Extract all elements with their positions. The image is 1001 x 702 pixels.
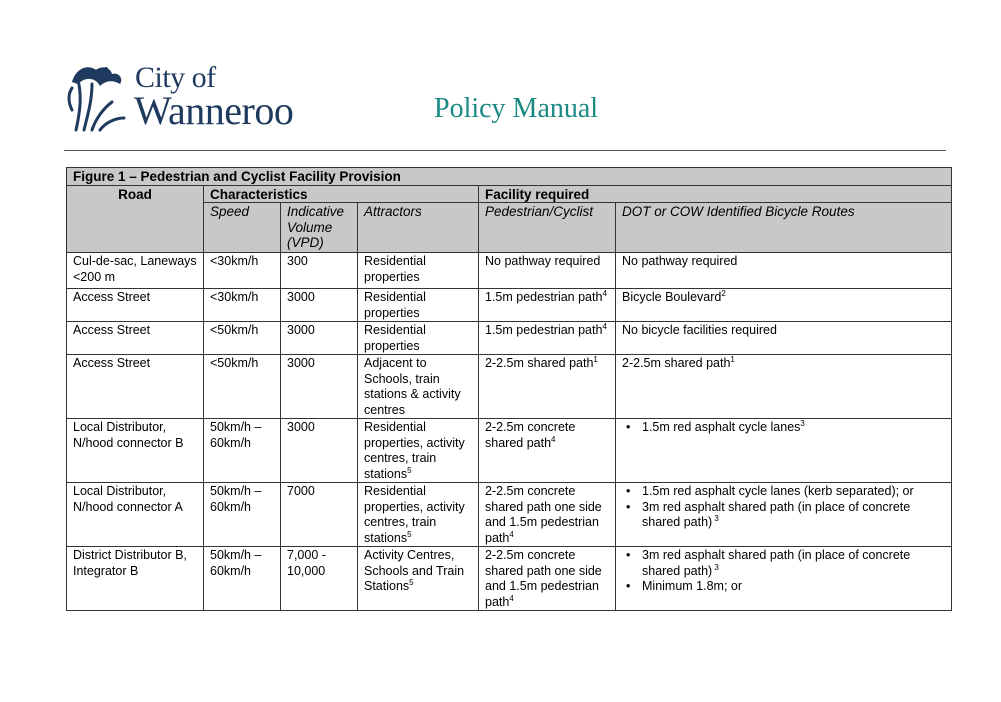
list-item <box>622 500 945 531</box>
footnote-ref: 3 <box>800 418 805 428</box>
cell-text: 1.5m pedestrian path <box>485 290 603 304</box>
list-item <box>622 579 945 595</box>
list-item <box>622 484 945 500</box>
cell-pedestrian <box>479 419 616 483</box>
cell-volume: 300 <box>281 253 358 289</box>
wanneroo-flower-icon <box>66 64 130 132</box>
cell-text: 2-2.5m shared path <box>485 356 594 370</box>
cell-volume: 3000 <box>281 289 358 322</box>
cell-speed: <50km/h <box>204 322 281 355</box>
cell-road: Access Street <box>67 322 204 355</box>
cell-pedestrian <box>479 322 616 355</box>
list-item-text: Minimum 1.8m; or <box>642 579 743 593</box>
cell-routes <box>616 547 952 611</box>
cell-pedestrian: No pathway required <box>479 253 616 289</box>
cell-text: 2-2.5m concrete shared path one side and 1.5m pedestrian path <box>485 548 602 609</box>
cell-road: Access Street <box>67 355 204 419</box>
cell-routes <box>616 419 952 483</box>
table-row <box>67 419 952 483</box>
bullet-list <box>622 548 945 595</box>
cell-road: Access Street <box>67 289 204 322</box>
cell-attractors <box>358 483 479 547</box>
cell-pedestrian <box>479 355 616 419</box>
cell-attractors: Adjacent to Schools, train stations & activity centres <box>358 355 479 419</box>
cell-text: 2-2.5m concrete shared path one side and 1.5m pedestrian path <box>485 484 602 545</box>
cell-volume: 7000 <box>281 483 358 547</box>
cell-volume: 3000 <box>281 419 358 483</box>
cell-speed: 50km/h – 60km/h <box>204 419 281 483</box>
list-item-text: 1.5m red asphalt cycle lanes <box>642 420 801 434</box>
bullet-list <box>622 420 945 436</box>
cell-attractors <box>358 547 479 611</box>
footnote-ref: 3 <box>712 562 719 572</box>
cell-speed: 50km/h – 60km/h <box>204 483 281 547</box>
cell-pedestrian <box>479 483 616 547</box>
cell-text: Bicycle Boulevard <box>622 290 722 304</box>
footnote-ref: 4 <box>551 434 556 444</box>
cell-pedestrian <box>479 547 616 611</box>
cell-pedestrian <box>479 289 616 322</box>
cell-routes <box>616 289 952 322</box>
cell-speed: 50km/h – 60km/h <box>204 547 281 611</box>
cell-speed: <50km/h <box>204 355 281 419</box>
list-item <box>622 548 945 579</box>
table-row <box>67 253 952 289</box>
cell-road: District Distributor B, Integrator B <box>67 547 204 611</box>
cell-volume: 3000 <box>281 355 358 419</box>
footnote-ref: 1 <box>593 354 598 364</box>
group-header-row <box>67 185 952 203</box>
table-row <box>67 355 952 419</box>
header-pedestrian: Pedestrian/Cyclist <box>479 203 616 253</box>
cell-volume: 7,000 - 10,000 <box>281 547 358 611</box>
cell-volume: 3000 <box>281 322 358 355</box>
cell-text: 2-2.5m concrete shared path <box>485 420 576 450</box>
list-item-text: 3m red asphalt shared path (in place of concrete shared path) <box>642 548 911 578</box>
table-row <box>67 547 952 611</box>
cell-attractors: Residential properties <box>358 253 479 289</box>
city-logo <box>66 62 316 134</box>
figure-title: Figure 1 – Pedestrian and Cyclist Facility Provision <box>67 168 952 186</box>
header-characteristics: Characteristics <box>204 185 479 203</box>
cell-routes <box>616 355 952 419</box>
list-item <box>622 420 945 436</box>
bullet-list <box>622 484 945 531</box>
list-item-text: 3m red asphalt shared path (in place of concrete shared path) <box>642 499 911 529</box>
table-row <box>67 322 952 355</box>
footnote-ref: 4 <box>509 593 514 603</box>
figure-title-row <box>67 168 952 186</box>
cell-text: 2-2.5m shared path <box>622 356 731 370</box>
header-routes: DOT or COW Identified Bicycle Routes <box>616 203 952 253</box>
header-facility: Facility required <box>479 185 952 203</box>
facility-table <box>66 167 952 611</box>
cell-speed: <30km/h <box>204 289 281 322</box>
cell-road: Local Distributor, N/hood connector A <box>67 483 204 547</box>
cell-text: Activity Centres, Schools and Train Stations <box>364 548 465 593</box>
cell-road: Cul-de-sac, Laneways <200 m <box>67 253 204 289</box>
footnote-ref: 4 <box>602 288 607 298</box>
cell-text: Residential properties, activity centres, train stations <box>364 484 465 545</box>
table-row <box>67 483 952 547</box>
cell-speed: <30km/h <box>204 253 281 289</box>
cell-attractors <box>358 419 479 483</box>
cell-text: Residential properties, activity centres, train stations <box>364 420 465 481</box>
logo-line-1: City of <box>135 61 216 94</box>
header-volume: Indicative Volume (VPD) <box>281 203 358 253</box>
cell-attractors: Residential properties <box>358 289 479 322</box>
cell-text: 1.5m pedestrian path <box>485 323 603 337</box>
footnote-ref: 4 <box>509 529 514 539</box>
list-item-text: 1.5m red asphalt cycle lanes (kerb separated); or <box>642 484 914 498</box>
footnote-ref: 1 <box>730 354 735 364</box>
table-row <box>67 289 952 322</box>
logo-line-2: Wanneroo <box>134 88 294 133</box>
header-speed: Speed <box>204 203 281 253</box>
page-title: Policy Manual <box>434 93 599 124</box>
cell-routes: No pathway required <box>616 253 952 289</box>
header-attractors: Attractors <box>358 203 479 253</box>
cell-routes: No bicycle facilities required <box>616 322 952 355</box>
footnote-ref: 5 <box>407 465 412 475</box>
header-road: Road <box>67 185 204 253</box>
cell-routes <box>616 483 952 547</box>
cell-road: Local Distributor, N/hood connector B <box>67 419 204 483</box>
header-divider <box>64 150 946 151</box>
footnote-ref: 2 <box>721 288 726 298</box>
footnote-ref: 5 <box>409 577 414 587</box>
footnote-ref: 4 <box>602 321 607 331</box>
cell-attractors: Residential properties <box>358 322 479 355</box>
footnote-ref: 3 <box>712 513 719 523</box>
footnote-ref: 5 <box>407 529 412 539</box>
